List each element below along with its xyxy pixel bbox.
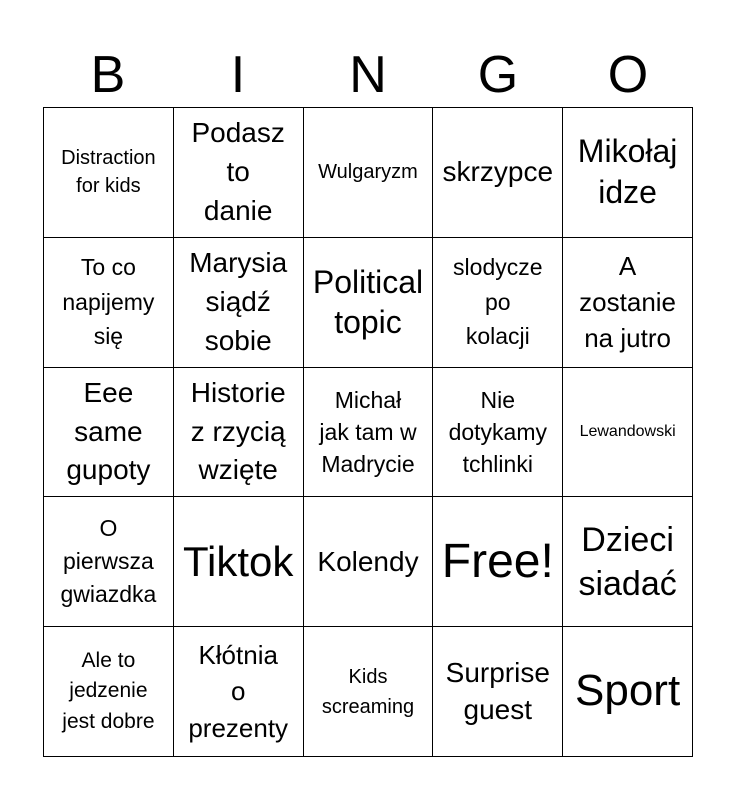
bingo-cell[interactable] [563, 368, 693, 498]
bingo-cell[interactable] [174, 238, 304, 368]
bingo-cell[interactable] [44, 497, 174, 627]
bingo-cell-text: Wulgaryzm [318, 161, 418, 184]
header-letter-i: I [230, 46, 246, 104]
bingo-cell-text: Podasz to danie [191, 117, 285, 226]
header-letter-o: O [607, 46, 649, 104]
bingo-cell-text: Political topic [312, 264, 424, 341]
bingo-cell-text: Dzieci siadać [578, 520, 677, 603]
bingo-cell[interactable] [304, 497, 434, 627]
bingo-cell[interactable] [433, 368, 563, 498]
bingo-cell[interactable] [433, 627, 563, 757]
bingo-cell-text: Mikołaj idze [577, 132, 678, 211]
bingo-cell[interactable] [563, 627, 693, 757]
bingo-cell-text: Marysia siądź sobie [189, 247, 288, 356]
bingo-cell-text: O pierwsza gwiazdka [60, 514, 157, 608]
bingo-grid [43, 107, 693, 757]
bingo-cell[interactable] [433, 497, 563, 627]
header-letter-g: G [477, 46, 519, 104]
bingo-cell-text: slodycze po kolacji [453, 254, 543, 350]
bingo-cell[interactable] [304, 368, 434, 498]
bingo-cell[interactable] [563, 108, 693, 238]
bingo-cell[interactable] [304, 238, 434, 368]
bingo-cell[interactable] [563, 497, 693, 627]
bingo-cell-text: Kłótnia o prezenty [188, 640, 289, 743]
bingo-cell[interactable] [44, 108, 174, 238]
header-letter-n: N [349, 46, 387, 104]
bingo-cell[interactable] [433, 108, 563, 238]
bingo-cell-text: Distraction for kids [61, 147, 156, 198]
header-letter-b: B [90, 46, 126, 104]
bingo-cell-text: Kids screaming [321, 665, 415, 718]
bingo-cell-text: Free! [441, 534, 554, 588]
bingo-cell[interactable] [174, 368, 304, 498]
bingo-cell[interactable] [44, 627, 174, 757]
bingo-cell[interactable] [174, 627, 304, 757]
bingo-cell-text: Sport [575, 666, 681, 716]
bingo-cell-text: Lewandowski [579, 422, 676, 440]
bingo-cell-text: A zostanie na jutro [579, 250, 677, 354]
bingo-cell-text: Michał jak tam w Madrycie [319, 386, 417, 478]
bingo-cell[interactable] [44, 238, 174, 368]
bingo-cell[interactable] [304, 627, 434, 757]
bingo-cell-text: To co napijemy się [62, 254, 155, 350]
bingo-cell[interactable] [563, 238, 693, 368]
bingo-cell-text: Tiktok [182, 537, 294, 585]
bingo-header [43, 44, 693, 106]
bingo-cell-text: skrzypce [442, 156, 554, 188]
bingo-cell-text: Historie z rzycią wzięte [190, 377, 286, 486]
bingo-cell[interactable] [174, 108, 304, 238]
bingo-cell-text: Ale to jedzenie jest dobre [62, 648, 155, 733]
bingo-cell-text: Eee same gupoty [66, 377, 151, 486]
bingo-cell[interactable] [304, 108, 434, 238]
bingo-cell[interactable] [433, 238, 563, 368]
bingo-cell-text: Kolendy [317, 545, 419, 577]
bingo-cell-text: Nie dotykamy tchlinki [448, 386, 547, 478]
bingo-cell-text: Surprise guest [445, 657, 550, 725]
bingo-cell[interactable] [174, 497, 304, 627]
bingo-cell[interactable] [44, 368, 174, 498]
